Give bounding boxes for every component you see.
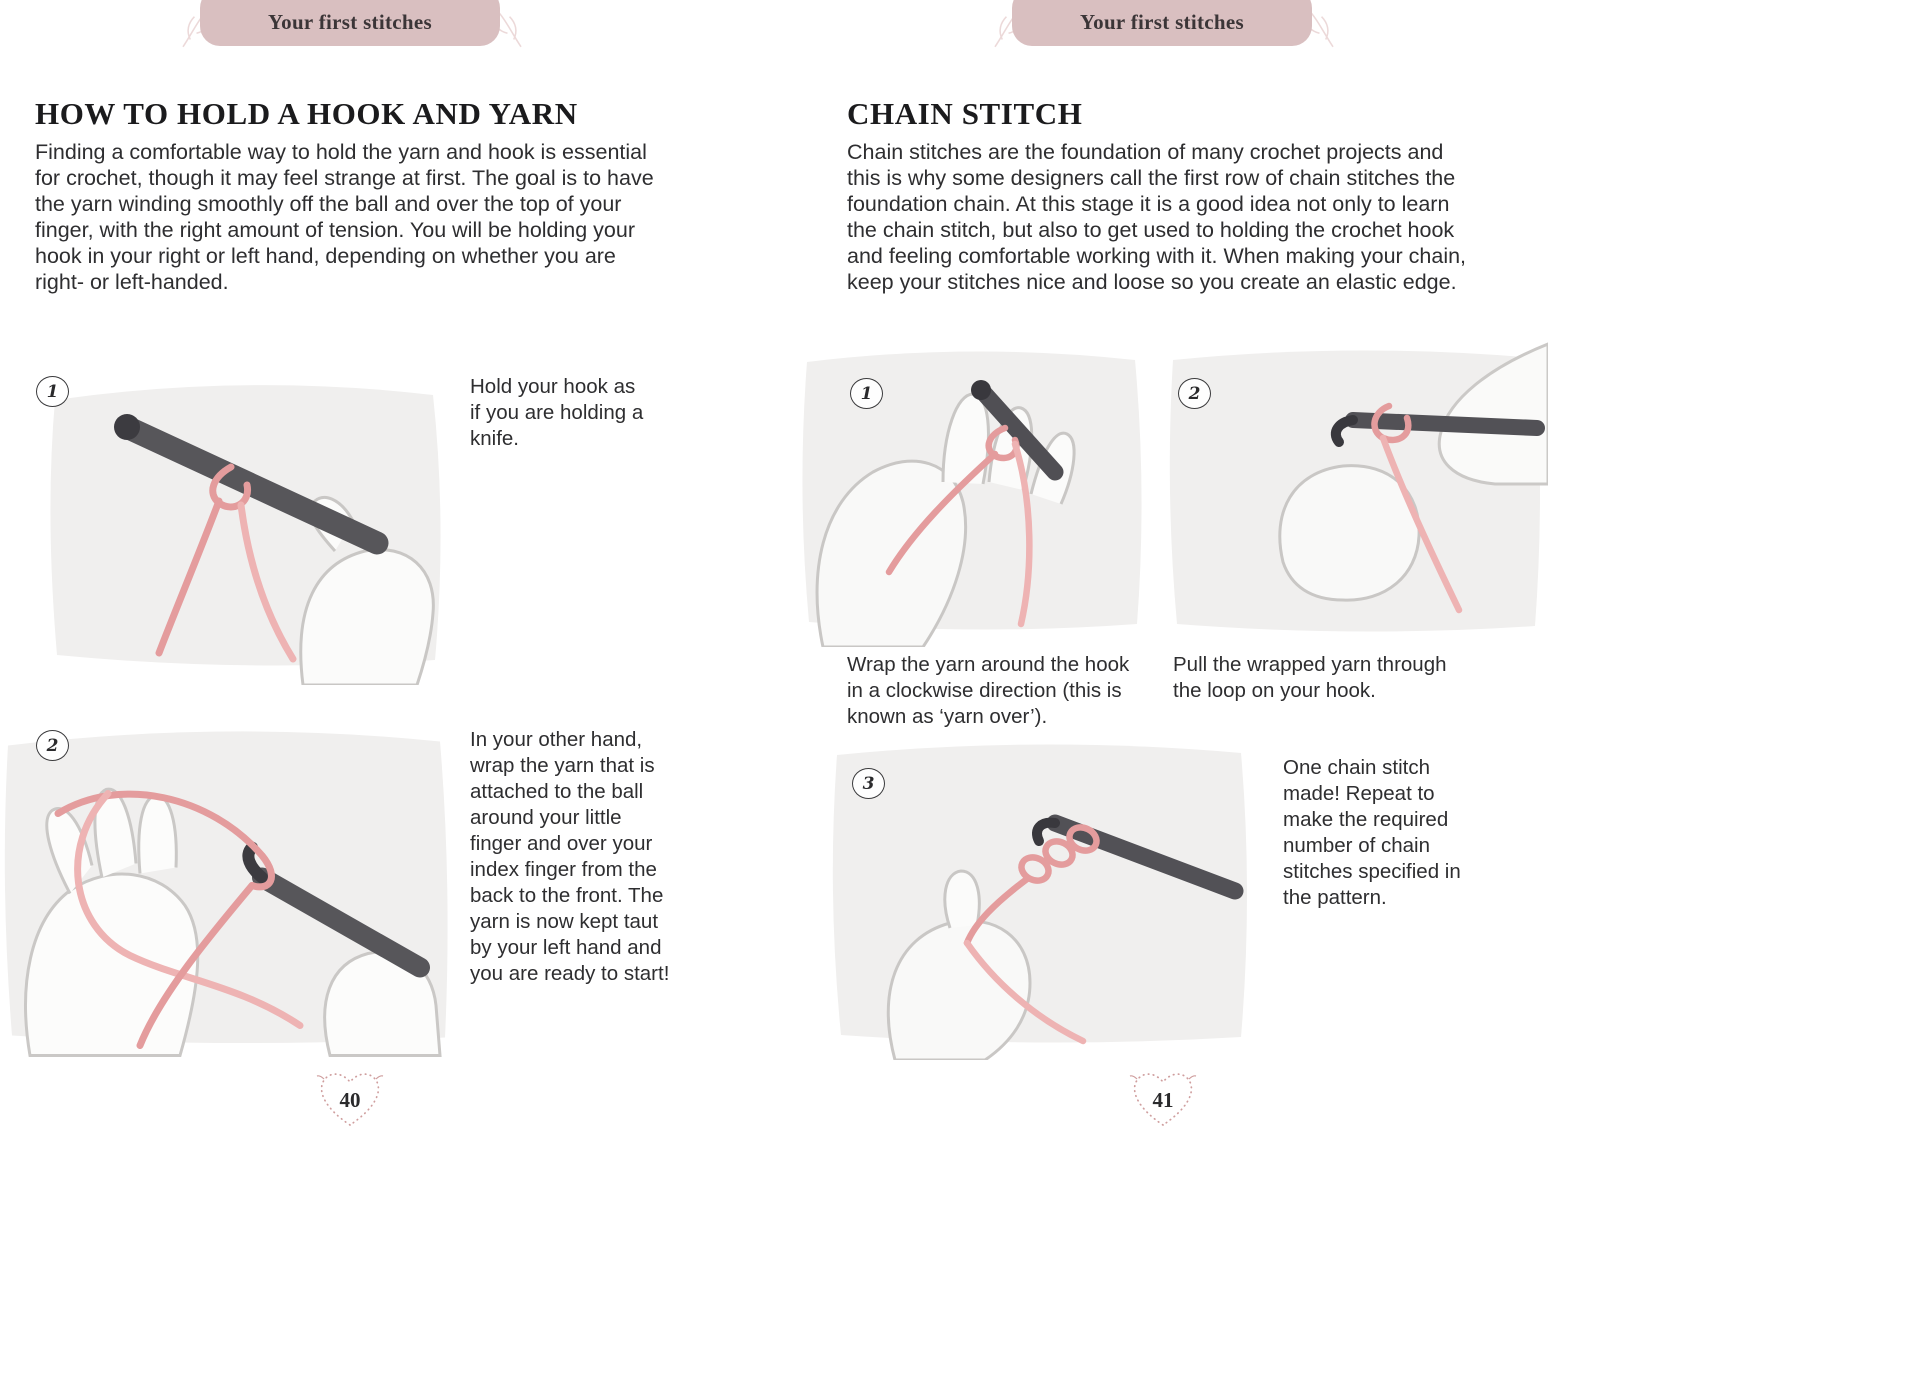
page-number: 40	[339, 1087, 361, 1112]
step-illustration	[1163, 332, 1548, 647]
step-number-badge: 1	[36, 376, 69, 407]
step-illustration	[825, 723, 1255, 1060]
step-caption: Hold your hook as if you are holding a knife.	[470, 375, 644, 450]
step-illustration	[793, 332, 1151, 647]
step-number-badge: 2	[1178, 378, 1211, 409]
step-caption: In your other hand, wrap the yarn that is attached to the ball around your little finger and over your index finger from the back to the front. The yarn is now kept taut by your left hand and you are ready to start!	[470, 728, 670, 985]
step-number-badge: 2	[36, 730, 69, 761]
step-caption: Wrap the yarn around the hook in a clockwise direction (this is known as ‘yarn over’).	[847, 653, 1130, 728]
intro-paragraph: Finding a comfortable way to hold the yarn and hook is essential for crochet, though it may feel strange at first. The goal is to have the yarn winding smoothly off the ball and over the top of your finger, with the right amount of tension. You will be holding your hook in your right or left hand, depending on whether you are right- or left-handed.	[35, 140, 654, 294]
section-tab-label: Your first stitches	[1080, 10, 1244, 34]
step-caption: Pull the wrapped yarn through the loop on your hook.	[1173, 653, 1447, 702]
section-tab	[1012, 0, 1312, 46]
page-title: CHAIN STITCH	[847, 96, 1083, 131]
step-illustration	[0, 703, 455, 1058]
section-tab	[200, 0, 500, 46]
step-number-badge: 3	[852, 768, 885, 799]
step-illustration	[35, 355, 455, 685]
step-number-badge: 1	[850, 378, 883, 409]
page-footer	[1127, 1064, 1199, 1134]
section-tab-label: Your first stitches	[268, 10, 432, 34]
page-title: HOW TO HOLD A HOOK AND YARN	[35, 96, 578, 131]
step-caption: One chain stitch made! Repeat to make the required number of chain stitches specified in the pattern.	[1283, 756, 1461, 909]
intro-paragraph: Chain stitches are the foundation of many crochet projects and this is why some designers call the first row of chain stitches the foundation chain. At this stage it is a good idea not only to learn the chain stitch, but also to get used to holding the crochet hook and feeling comfortable working with it. When making your chain, keep your stitches nice and loose so you create an elastic edge.	[847, 140, 1467, 294]
page-number: 41	[1152, 1087, 1174, 1112]
